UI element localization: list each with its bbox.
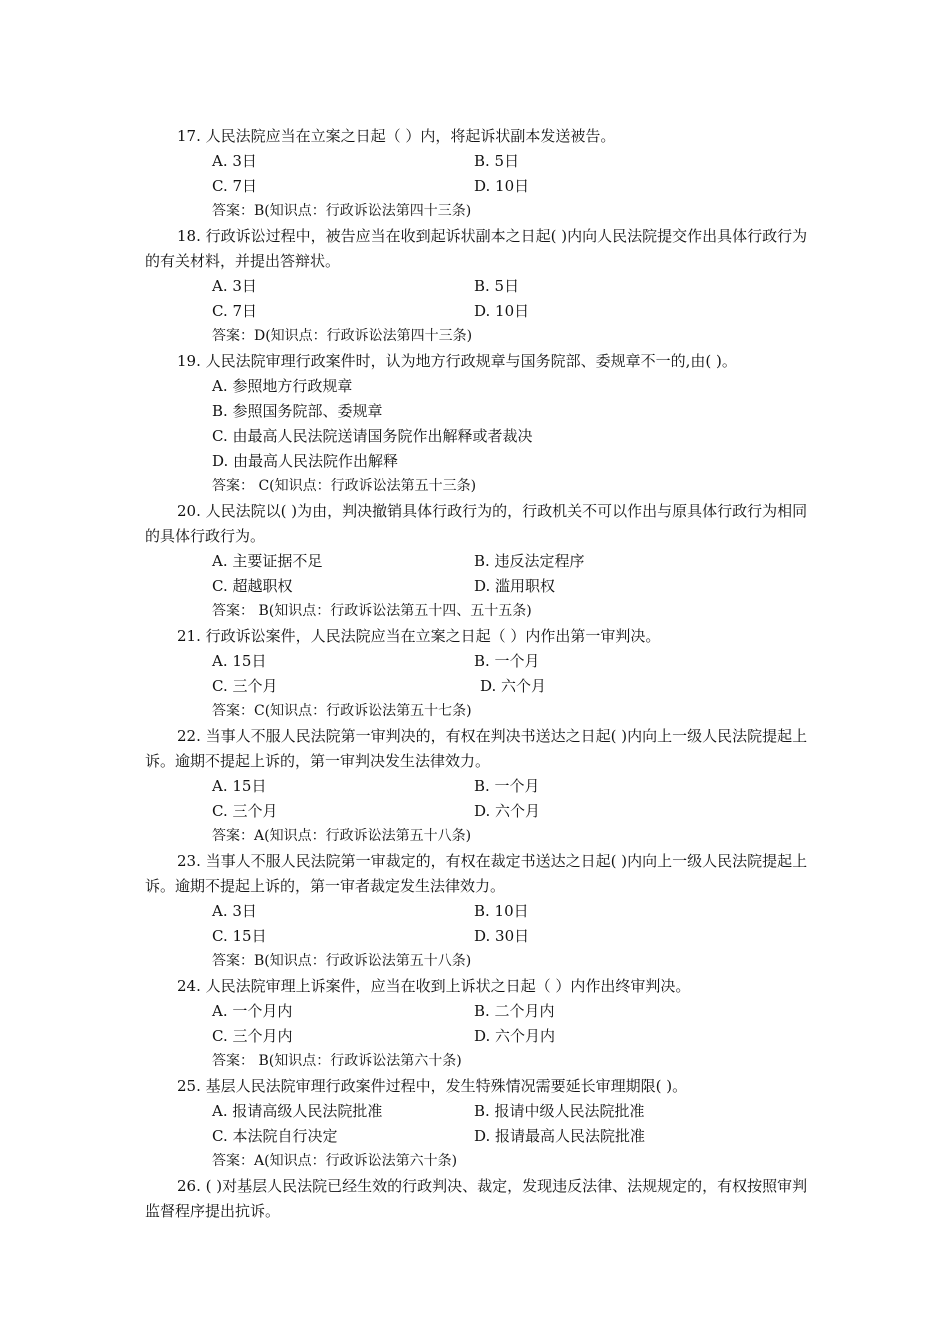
question-23: 23. 当事人不服人民法院第一审裁定的，有权在裁定书送达之日起( )内向上一级人民法院提起上诉。逾期不提起上诉的，第一审者裁定发生法律效力。	[145, 852, 808, 895]
option-23-d: D. 30日	[474, 927, 530, 945]
option-20-a: A. 主要证据不足	[212, 552, 323, 570]
option-18-b: B. 5日	[474, 277, 520, 295]
option-17-d: D. 10日	[474, 177, 530, 195]
option-22-a: A. 15日	[212, 777, 267, 795]
answer-22: 答案：A(知识点：行政诉讼法第五十八条)	[212, 828, 472, 844]
question-21: 21. 行政诉讼案件，人民法院应当在立案之日起（ ）内作出第一审判决。	[177, 627, 661, 645]
option-21-c: C. 三个月	[212, 677, 278, 695]
option-19-d: D. 由最高人民法院作出解释	[212, 452, 399, 470]
option-25-c: C. 本法院自行决定	[212, 1127, 338, 1145]
option-18-a: A. 3日	[212, 277, 257, 295]
option-23-a: A. 3日	[212, 902, 257, 920]
option-20-b: B. 违反法定程序	[474, 552, 585, 570]
option-24-d: D. 六个月内	[474, 1027, 556, 1045]
option-25-d: D. 报请最高人民法院批准	[474, 1127, 646, 1145]
option-20-d: D. 滥用职权	[474, 577, 556, 595]
option-23-c: C. 15日	[212, 927, 267, 945]
answer-23: 答案：B(知识点：行政诉讼法第五十八条)	[212, 953, 472, 969]
question-18: 18. 行政诉讼过程中，被告应当在收到起诉状副本之日起( )内向人民法院提交作出具体行政行为的有关材料，并提出答辩状。	[145, 227, 808, 270]
option-21-b: B. 一个月	[474, 652, 540, 670]
question-22: 22. 当事人不服人民法院第一审判决的，有权在判决书送达之日起( )内向上一级人民法院提起上诉。逾期不提起上诉的，第一审判决发生法律效力。	[145, 727, 808, 770]
option-23-b: B. 10日	[474, 902, 529, 920]
option-21-d: D. 六个月	[480, 677, 547, 695]
option-25-a: A. 报请高级人民法院批准	[212, 1102, 383, 1120]
question-24: 24. 人民法院审理上诉案件，应当在收到上诉状之日起（ ）内作出终审判决。	[177, 977, 691, 995]
answer-18: 答案：D(知识点：行政诉讼法第四十三条)	[212, 328, 473, 344]
option-24-b: B. 二个月内	[474, 1002, 555, 1020]
option-18-c: C. 7日	[212, 302, 258, 320]
option-24-a: A. 一个月内	[212, 1002, 293, 1020]
answer-20: 答案： B(知识点：行政诉讼法第五十四、五十五条)	[212, 603, 532, 619]
option-19-b: B. 参照国务院部、委规章	[212, 402, 383, 420]
answer-17: 答案：B(知识点：行政诉讼法第四十三条)	[212, 203, 472, 219]
answer-19: 答案： C(知识点：行政诉讼法第五十三条)	[212, 478, 477, 494]
option-24-c: C. 三个月内	[212, 1027, 293, 1045]
question-17: 17. 人民法院应当在立案之日起（ ）内，将起诉状副本发送被告。	[177, 127, 616, 145]
answer-24: 答案： B(知识点：行政诉讼法第六十条)	[212, 1053, 462, 1069]
option-22-c: C. 三个月	[212, 802, 278, 820]
question-20: 20. 人民法院以( )为由，判决撤销具体行政行为的，行政机关不可以作出与原具体行政行为相同的具体行政行为。	[145, 502, 808, 545]
answer-21: 答案：C(知识点：行政诉讼法第五十七条)	[212, 703, 472, 719]
option-17-b: B. 5日	[474, 152, 520, 170]
option-19-c: C. 由最高人民法院送请国务院作出解释或者裁决	[212, 427, 533, 445]
option-22-d: D. 六个月	[474, 802, 541, 820]
question-25: 25. 基层人民法院审理行政案件过程中，发生特殊情况需要延长审理期限( )。	[177, 1077, 688, 1095]
question-19: 19. 人民法院审理行政案件时，认为地方行政规章与国务院部、委规章不一的,由( )。	[177, 352, 737, 370]
option-19-a: A. 参照地方行政规章	[212, 377, 353, 395]
option-18-d: D. 10日	[474, 302, 530, 320]
option-22-b: B. 一个月	[474, 777, 540, 795]
option-20-c: C. 超越职权	[212, 577, 293, 595]
option-25-b: B. 报请中级人民法院批准	[474, 1102, 645, 1120]
question-26: 26. ( )对基层人民法院已经生效的行政判决、裁定，发现违反法律、法规规定的，有权按照审判监督程序提出抗诉。	[145, 1177, 808, 1220]
option-17-c: C. 7日	[212, 177, 258, 195]
answer-25: 答案：A(知识点：行政诉讼法第六十条)	[212, 1153, 458, 1169]
option-17-a: A. 3日	[212, 152, 257, 170]
option-21-a: A. 15日	[212, 652, 267, 670]
